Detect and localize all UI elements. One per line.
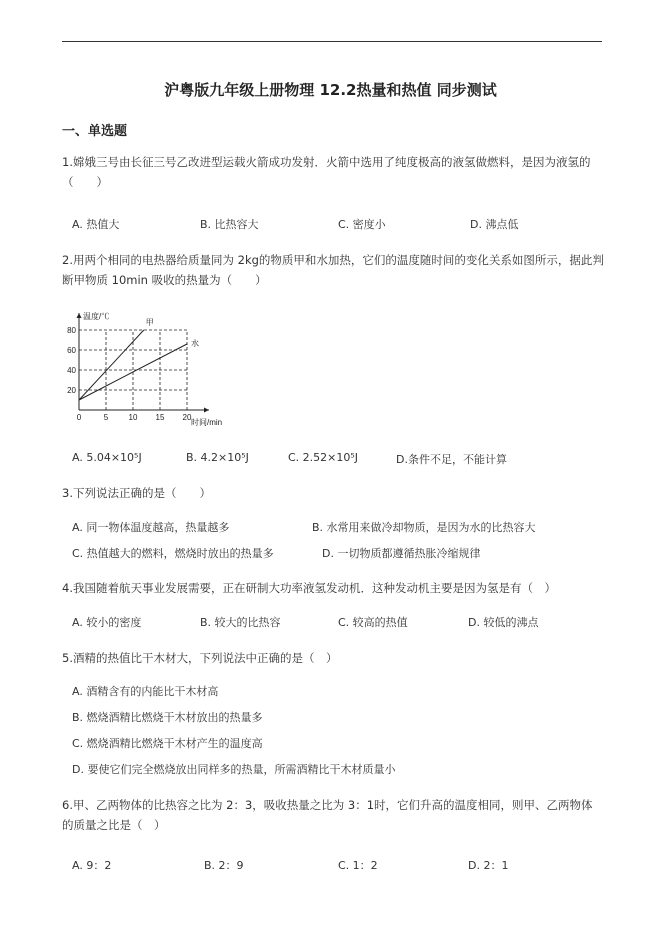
- q6-option-d[interactable]: D. 2：1: [468, 859, 509, 872]
- x-axis-label: 时间/min: [191, 418, 223, 427]
- x-tick-label: 0: [76, 413, 82, 422]
- q1-option-d[interactable]: D. 沸点低: [470, 218, 519, 231]
- q1-option-b[interactable]: B. 比热容大: [200, 218, 259, 231]
- header-rule: [62, 41, 602, 42]
- q2-option-c[interactable]: C. 2.52×10⁵J: [288, 451, 359, 464]
- q5-option-d[interactable]: D. 要使它们完全燃烧放出同样多的热量，所需酒精比干木材质量小: [72, 763, 396, 776]
- x-tick-label: 5: [103, 413, 109, 422]
- series-label-water: 水: [191, 339, 199, 348]
- q6-option-b[interactable]: B. 2：9: [204, 859, 244, 872]
- q3-option-b[interactable]: B. 水常用来做冷却物质，是因为水的比热容大: [312, 521, 536, 534]
- question-2: 2.用两个相同的电热器给质量同为 2kg的物质甲和水加热，它们的温度随时间的变化关系如图所示，据此判断甲物质 10min 吸收的热量为（ ）: [62, 253, 604, 287]
- q2-option-b[interactable]: B. 4.2×10⁵J: [186, 451, 249, 464]
- q4-option-c[interactable]: C. 较高的热值: [338, 616, 408, 629]
- q4-option-d[interactable]: D. 较低的沸点: [468, 616, 539, 629]
- q4-option-b[interactable]: B. 较大的比热容: [200, 616, 281, 629]
- section-heading: 一、单选题: [62, 124, 128, 139]
- question-5: 5.酒精的热值比干木材大，下列说法中正确的是（ ）: [62, 651, 338, 665]
- q2-option-d[interactable]: D.条件不足，不能计算: [396, 453, 507, 466]
- page-title: 沪粤版九年级上册物理 12.2热量和热值 同步测试: [164, 81, 497, 99]
- q5-option-a[interactable]: A. 酒精含有的内能比干木材高: [72, 685, 219, 698]
- question-6: 6.甲、乙两物体的比热容之比为 2：3，吸收热量之比为 3：1时，它们升高的温度相同，则甲、乙两物体的质量之比是（ ）: [62, 798, 593, 832]
- q2-option-a[interactable]: A. 5.04×10⁵J: [72, 451, 142, 464]
- y-axis-arrow: [77, 313, 82, 318]
- x-tick-label: 10: [128, 413, 138, 422]
- y-tick-label: 80: [67, 326, 76, 335]
- q1-option-a[interactable]: A. 热值大: [72, 218, 120, 231]
- q3-option-d[interactable]: D. 一切物质都遵循热胀冷缩规律: [322, 547, 481, 560]
- x-tick-label: 15: [155, 413, 165, 422]
- q1-option-c[interactable]: C. 密度小: [338, 218, 386, 231]
- y-tick-label: 60: [67, 346, 76, 355]
- y-tick-label: 40: [67, 366, 76, 375]
- question-3: 3.下列说法正确的是（ ）: [62, 486, 211, 500]
- q5-option-c[interactable]: C. 燃烧酒精比燃烧干木材产生的温度高: [72, 737, 263, 750]
- q3-option-a[interactable]: A. 同一物体温度越高，热量越多: [72, 521, 230, 534]
- series-line-jia: [79, 330, 144, 400]
- y-axis-label: 温度/℃: [83, 312, 110, 321]
- question-1: 1.嫦娥三号由长征三号乙改进型运载火箭成功发射．火箭中选用了纯度极高的液氢做燃料，是因为液氢的（ ）: [62, 155, 591, 189]
- q3-option-c[interactable]: C. 热值越大的燃料，燃烧时放出的热量多: [72, 547, 274, 560]
- x-tick-label: 20: [182, 413, 192, 422]
- q5-option-b[interactable]: B. 燃烧酒精比燃烧干木材放出的热量多: [72, 711, 263, 724]
- q6-option-c[interactable]: C. 1：2: [338, 859, 378, 872]
- q6-option-a[interactable]: A. 9：2: [72, 859, 112, 872]
- x-axis-arrow: [204, 408, 209, 413]
- series-label-jia: 甲: [145, 318, 154, 327]
- temperature-time-chart: [62, 305, 242, 430]
- q4-option-a[interactable]: A. 较小的密度: [72, 616, 142, 629]
- y-tick-label: 20: [67, 386, 76, 395]
- question-4: 4.我国随着航天事业发展需要，正在研制大功率液氢发动机．这种发动机主要是因为氢是有（ ）: [62, 581, 556, 595]
